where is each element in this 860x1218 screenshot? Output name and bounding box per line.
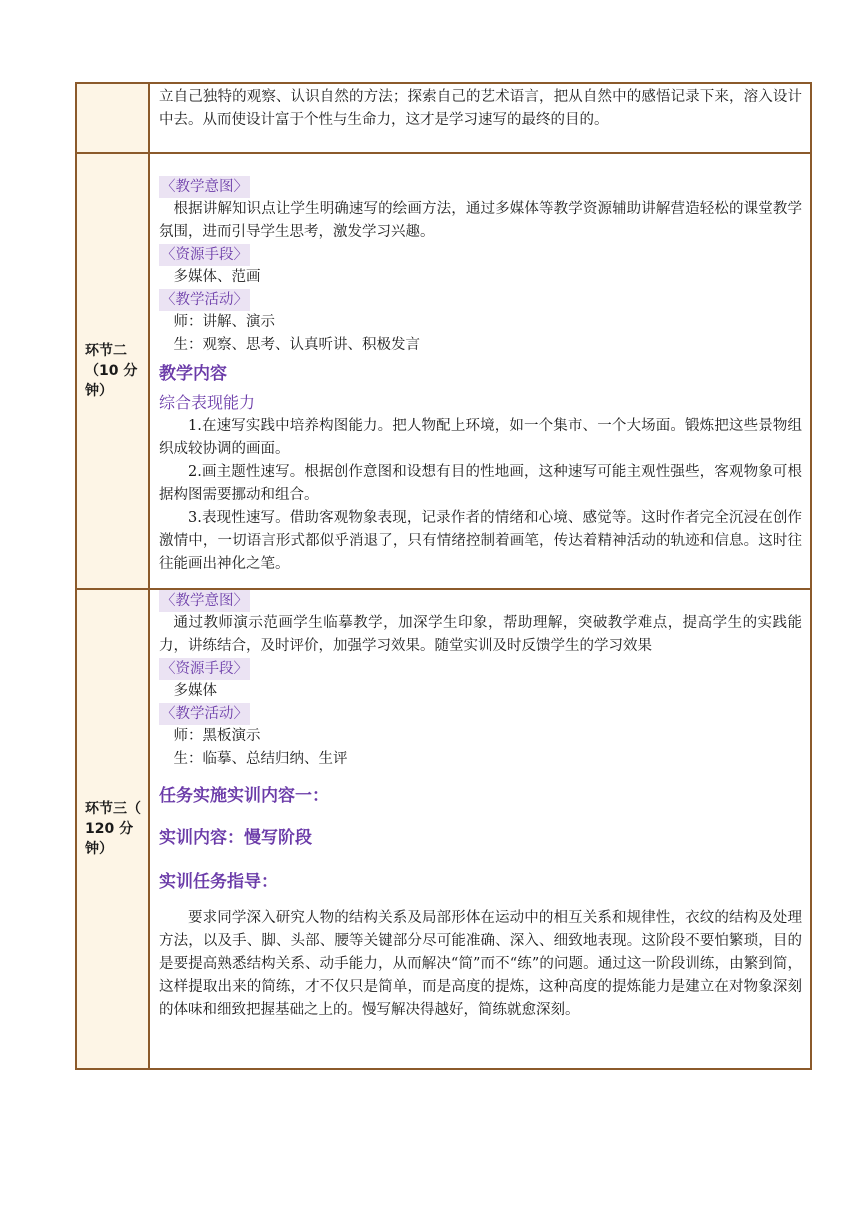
table-row: [76, 153, 811, 589]
content-subheading: 综合表现能力: [159, 393, 256, 412]
teaching-intent-text: 通过教师演示范画学生临摹教学，加深学生印象，帮助理解，突破教学难点，提高学生的实践能力，讲练结合，及时评价，加强学习效果。随堂实训及时反馈学生的学习效果: [159, 615, 802, 654]
training-guide-heading: 实训任务指导：: [159, 872, 278, 892]
resource-text: 多媒体: [173, 683, 217, 699]
table-row: [76, 83, 811, 153]
lesson-plan-table: [75, 82, 812, 1070]
student-activity: 生：临摹、总结归纳、生评: [173, 751, 348, 767]
content-heading: 教学内容: [159, 364, 227, 384]
content-item-3: 3.表现性速写。借助客观物象表现，记录作者的情绪和心境、感觉等。这时作者完全沉浸在创作激情中，一切语言形式都似乎消退了，只有情绪控制着画笔，传达着精神活动的轨迹和信息。这时往往能画出神化之笔。: [159, 510, 802, 572]
training-content-heading: 实训内容：慢写阶段: [159, 828, 312, 848]
teaching-intent-tag: 〈教学意图〉: [159, 590, 250, 612]
resource-text: 多媒体、范画: [173, 269, 261, 285]
row-content-cell: [149, 153, 811, 589]
resource-tag: 〈资源手段〉: [159, 658, 250, 680]
row-content-cell: [149, 83, 811, 153]
activity-tag: 〈教学活动〉: [159, 289, 250, 311]
resource-tag: 〈资源手段〉: [159, 244, 250, 266]
table-row: [76, 589, 811, 1069]
row-label-cell: [76, 83, 149, 153]
training-guide-text: 要求同学深入研究人物的结构关系及局部形体在运动中的相互关系和规律性，衣纹的结构及处理方法，以及手、脚、头部、腰等关键部分尽可能准确、深入、细致地表现。这阶段不要怕繁琐，目的是要提高熟悉结构关系、动手能力，从而解决“简”而不“练”的问题。通过这一阶段训练，由繁到简，这样提取出来的简练，才不仅只是简单，而是高度的提炼，这种高度的提炼能力是建立在对物象深刻的体味和细致把握基础之上的。慢写解决得越好，简练就愈深刻。: [159, 910, 802, 1018]
row-label-cell: [76, 589, 149, 1069]
row-label-cell: [76, 153, 149, 589]
activity-tag: 〈教学活动〉: [159, 703, 250, 725]
task-heading: 任务实施实训内容一：: [159, 786, 329, 806]
section-label-3: 环节三（ 120 分钟）: [85, 801, 141, 857]
intro-paragraph: 立自己独特的观察、认识自然的方法；探索自己的艺术语言，把从自然中的感悟记录下来，溶入设计中去。从而使设计富于个性与生命力，这才是学习速写的最终的目的。: [159, 89, 802, 128]
row-content-cell: [149, 589, 811, 1069]
content-item-1: 1.在速写实践中培养构图能力。把人物配上环境，如一个集市、一个大场面。锻炼把这些景物组织成较协调的画面。: [159, 418, 802, 457]
teacher-activity: 师：黑板演示: [173, 728, 261, 744]
content-item-2: 2.画主题性速写。根据创作意图和设想有目的性地画，这种速写可能主观性强些，客观物象可根据构图需要挪动和组合。: [159, 464, 802, 503]
student-activity: 生：观察、思考、认真听讲、积极发言: [173, 337, 420, 353]
teacher-activity: 师：讲解、演示: [173, 314, 275, 330]
section-label-2: 环节二（10 分钟）: [85, 343, 138, 399]
teaching-intent-tag: 〈教学意图〉: [159, 176, 250, 198]
teaching-intent-text: 根据讲解知识点让学生明确速写的绘画方法，通过多媒体等教学资源辅助讲解营造轻松的课堂教学氛围，进而引导学生思考，激发学习兴趣。: [159, 201, 802, 240]
